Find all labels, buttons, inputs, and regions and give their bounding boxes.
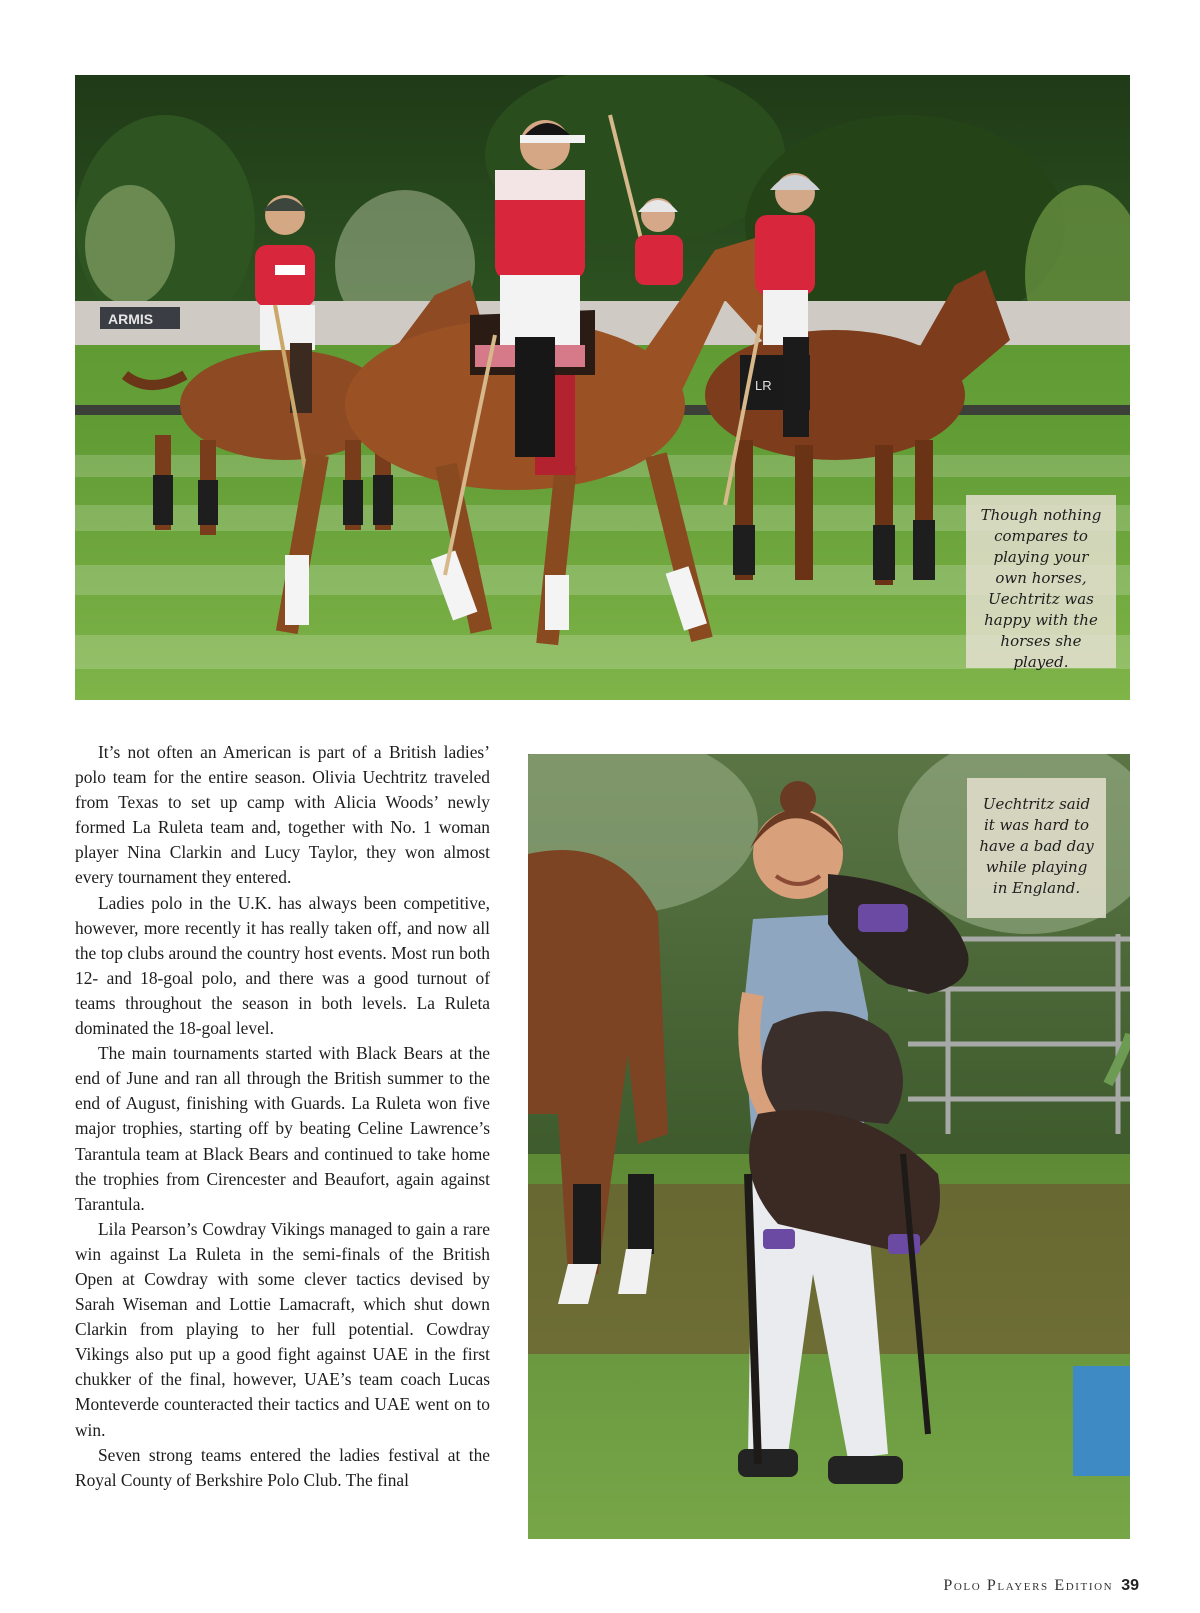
article-paragraph-5: Seven strong teams entered the ladies festival at the Royal County of Berkshire Polo Club. The final	[75, 1444, 490, 1490]
photo-polo-match	[75, 75, 1130, 700]
page-footer	[943, 1577, 1139, 1595]
publication-name: Polo Players Edition	[943, 1577, 1114, 1594]
rider-back	[635, 198, 683, 285]
page-number: 39	[1121, 1577, 1139, 1594]
photo-caption-bottom: Uechtritz said it was hard to have a bad day while playing in England.	[967, 778, 1106, 918]
blue-bucket	[1073, 1366, 1130, 1476]
article-paragraph-3: The main tournaments started with Black Bears at the end of June and ran all through the British summer to the end of August, finishing with Guards. La Ruleta won five major trophies, starting off by beating Celine Lawrence’s Tarantula team at Black Bears and continued to take home the trophies from Cirencester and Beaufort, again against Tarantula.	[75, 1043, 490, 1214]
article-paragraph-1: It’s not often an American is part of a British ladies’ polo team for the entire season. Olivia Uechtritz traveled from Texas to set up camp with Alicia Woods’ newly formed La Ruleta team and, together with No. 1 woman player Nina Clarkin and Lucy Taylor, they won almost every tournament they entered.	[75, 742, 490, 888]
article-body	[75, 740, 490, 1493]
article-paragraph-4: Lila Pearson’s Cowdray Vikings managed to gain a rare win against La Ruleta in the semi-finals of the British Open at Cowdray with some clever tactics devised by Sarah Wiseman and Lottie Lamacraft, which shut down Clarkin from playing to her full potential. Cowdray Vikings also put up a good fight against UAE in the first chukker of the final, however, UAE’s team coach Lucas Monteverde counteracted their tactics and UAE went on to win.	[75, 1218, 490, 1440]
photo-caption-top: Though nothing compares to playing your own horses, Uechtritz was happy with the horses she played.	[966, 495, 1116, 668]
sponsor-banner-text: ARMIS	[108, 311, 154, 327]
article-paragraph-2: Ladies polo in the U.K. has always been competitive, however, more recently it has really taken off, and now all the top clubs around the country host events. Most run both 12- and 18-goal polo, and there was a good turnout of teams throughout the season in both levels. La Ruleta dominated the 18-goal level.	[75, 892, 490, 1039]
saddle-pad-text: LR	[755, 378, 772, 393]
photo-player-with-saddles	[528, 754, 1130, 1539]
